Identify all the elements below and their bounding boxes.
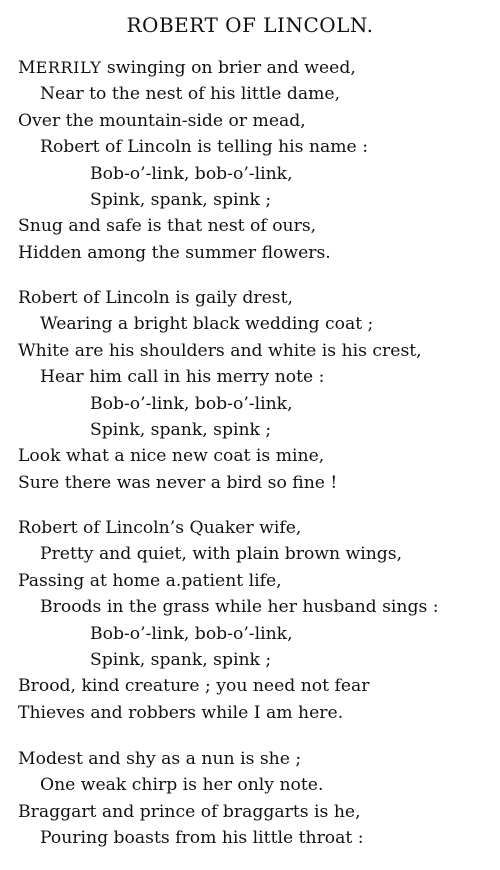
poem-line: Pouring boasts from his little throat : [40, 828, 364, 849]
poem-title: ROBERT OF LINCOLN. [126, 13, 374, 37]
refrain-line: Spink, spank, spink ; [90, 419, 272, 440]
poem-line: Robert of Lincoln is telling his name : [40, 137, 368, 158]
poem-line: Snug and safe is that nest of ours, [18, 216, 317, 237]
line-text: swinging on brier and weed, [101, 58, 356, 78]
poem-line: One weak chirp is her only note. [40, 775, 324, 796]
refrain-line: Spink, spank, spink ; [90, 649, 272, 670]
poem-line: Over the mountain-side or mead, [18, 110, 306, 131]
poem-line: Hear him call in his merry note : [40, 367, 325, 388]
refrain-line: Spink, spank, spink ; [90, 189, 272, 210]
poem-line: Sure there was never a bird so fine ! [18, 472, 338, 493]
poem-line: Braggart and prince of braggarts is he, [18, 801, 361, 822]
stanza-4 [18, 746, 498, 852]
refrain-line: Bob-o’-link, bob-o’-link, [90, 393, 293, 414]
poem-line: Robert of Lincoln’s Quaker wife, [18, 518, 302, 538]
poem-line: Near to the nest of his little dame, [40, 84, 341, 105]
poem-line: Wearing a bright black wedding coat ; [40, 314, 374, 335]
stanza-2 [18, 285, 498, 496]
poem-line: Robert of Lincoln is gaily drest, [18, 288, 293, 308]
poem-line: Pretty and quiet, with plain brown wings, [40, 544, 403, 565]
poem-line: Look what a nice new coat is mine, [18, 446, 325, 467]
stanza-3 [18, 515, 498, 726]
poem-line: Hidden among the summer flowers. [18, 242, 331, 263]
poem-line: Broods in the grass while her husband sings : [40, 597, 439, 618]
poem-line: White are his shoulders and white is his crest, [18, 340, 422, 361]
poem-line: Modest and shy as a nun is she ; [18, 749, 302, 769]
refrain-line: Bob-o’-link, bob-o’-link, [90, 163, 293, 184]
stanza-1 [18, 55, 498, 266]
opening-word-rest: ERRILY [35, 58, 102, 77]
opening-letter: M [18, 58, 36, 78]
poem-line: Passing at home a.patient life, [18, 570, 282, 591]
poem-line: Brood, kind creature ; you need not fear [18, 676, 370, 697]
poem-line: Thieves and robbers while I am here. [18, 702, 344, 723]
refrain-line: Bob-o’-link, bob-o’-link, [90, 623, 293, 644]
poem-line [18, 55, 498, 81]
